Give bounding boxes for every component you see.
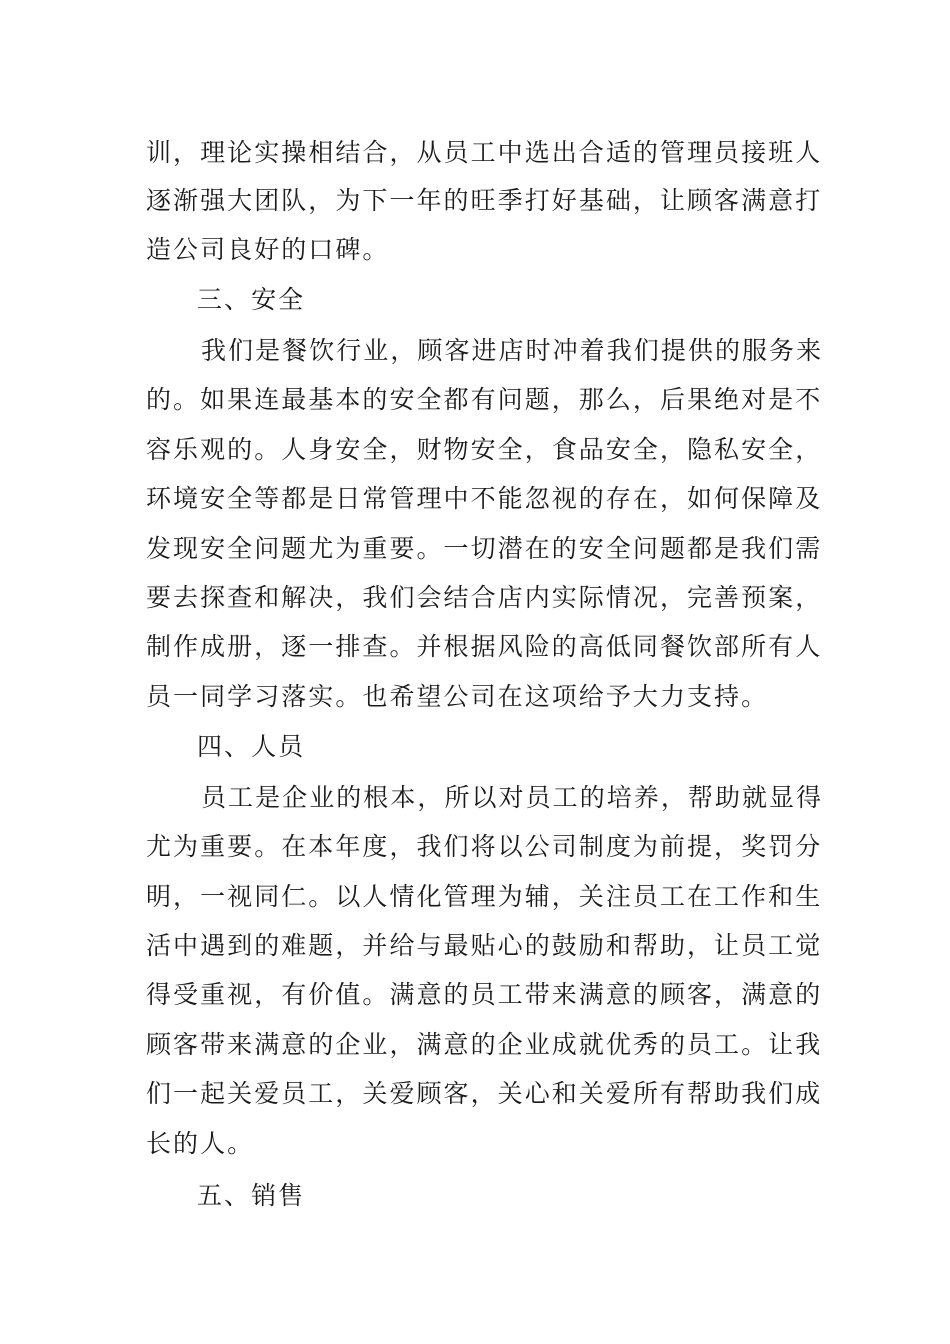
body-text-line: 尤为重要。在本年度，我们将以公司制度为前提，奖罚分 [146,832,823,861]
body-text-line: 们一起关爱员工，关爱顾客，关心和关爱所有帮助我们成 [146,1079,823,1108]
body-text-line: 制作成册，逐一排查。并根据风险的高低同餐饮部所有人 [146,632,823,661]
body-text-line: 逐渐强大团队，为下一年的旺季打好基础，让顾客满意打 [146,186,823,215]
body-text-line: 得受重视，有价值。满意的员工带来满意的顾客，满意的 [146,980,823,1009]
body-text-line: 活中遇到的难题，并给与最贴心的鼓励和帮助，让员工觉 [146,931,823,960]
body-text-line: 容乐观的。人身安全，财物安全，食品安全，隐私安全， [146,435,823,464]
body-text-line: 长的人。 [146,1129,255,1158]
body-text-line: 员一同学习落实。也希望公司在这项给予大力支持。 [146,682,769,711]
body-text-line: 环境安全等都是日常管理中不能忽视的存在，如何保障及 [146,484,823,513]
body-text-line: 的。如果连最基本的安全都有问题，那么，后果绝对是不 [146,385,823,414]
body-text-line: 员工是企业的根本，所以对员工的培养，帮助就显得 [201,783,824,812]
body-text-line: 发现安全问题尤为重要。一切潜在的安全问题都是我们需 [146,534,823,563]
body-text-line: 训，理论实操相结合，从员工中选出合适的管理员接班人 [146,138,823,167]
section-heading-safety: 三、安全 [197,285,306,314]
body-text-line: 要去探查和解决，我们会结合店内实际情况，完善预案， [146,583,823,612]
body-text-line: 我们是餐饮行业，顾客进店时冲着我们提供的服务来 [201,336,824,365]
body-text-line: 明，一视同仁。以人情化管理为辅，关注员工在工作和生 [146,882,823,911]
section-heading-sales: 五、销售 [197,1181,306,1210]
section-heading-personnel: 四、人员 [197,732,306,761]
body-text-line: 造公司良好的口碑。 [146,235,390,264]
body-text-line: 顾客带来满意的企业，满意的企业成就优秀的员工。让我 [146,1030,823,1059]
